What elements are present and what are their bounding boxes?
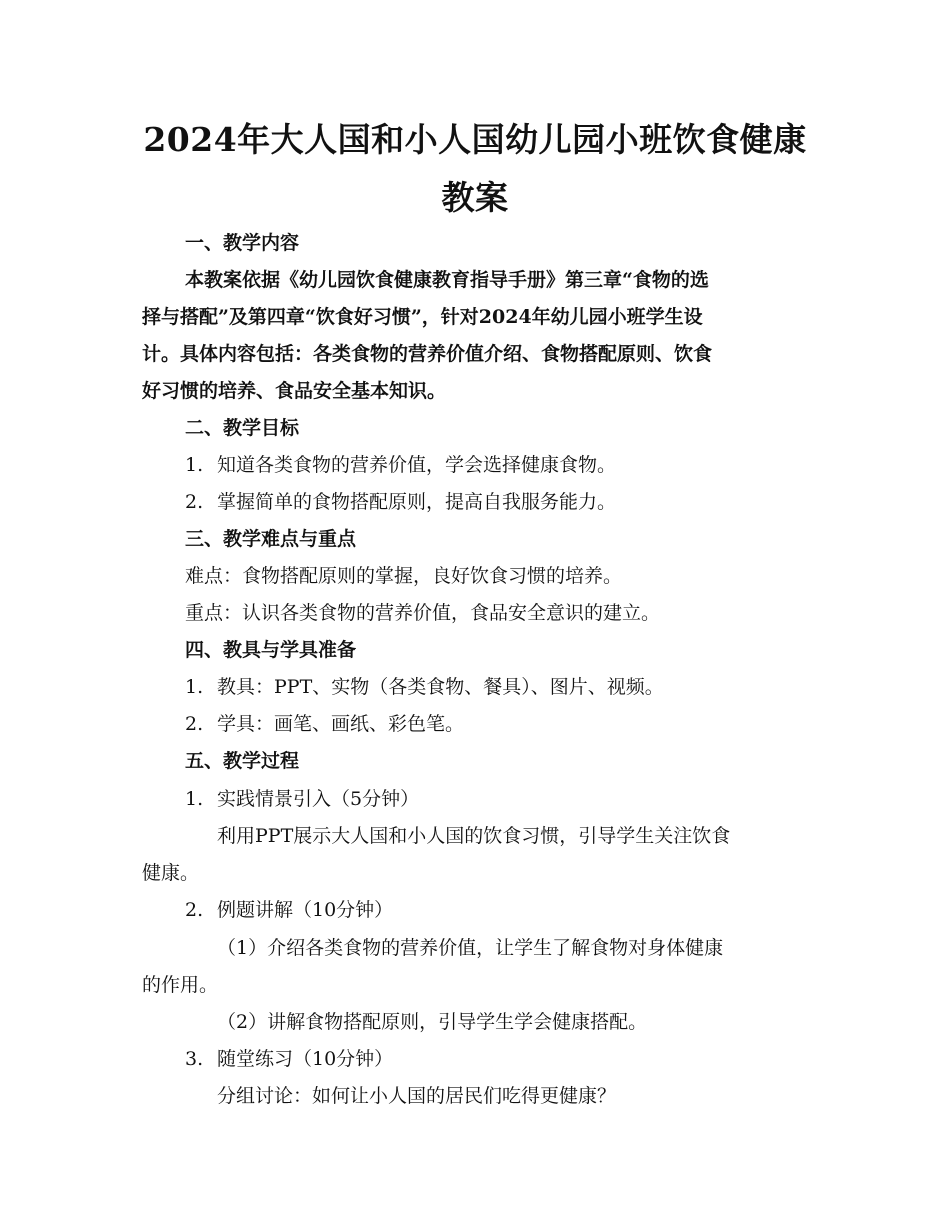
paragraph-line: 重点：认识各类食物的营养价值，食品安全意识的建立。 (185, 602, 661, 624)
list-item-text: 知道各类食物的营养价值，学会选择健康食物。 (217, 454, 617, 476)
list-item-text: 例题讲解（10分钟） (217, 899, 394, 921)
document-title-line-1: 2024年大人国和小人国幼儿园小班饮食健康 (143, 120, 807, 159)
list-number: 3. (185, 1048, 204, 1070)
list-number: 1. (185, 454, 204, 476)
paragraph-line: （2）讲解食物搭配原则，引导学生学会健康搭配。 (217, 1011, 648, 1033)
list-number: 2. (185, 899, 204, 921)
list-item-text: 掌握简单的食物搭配原则，提高自我服务能力。 (217, 491, 617, 513)
section-heading-content: 一、教学内容 (185, 232, 300, 254)
document-title-line-2: 教案 (441, 178, 509, 217)
paragraph-line: （1）介绍各类食物的营养价值，让学生了解食物对身体健康 (217, 937, 724, 959)
paragraph-line: 的作用。 (142, 974, 219, 996)
list-item (185, 711, 464, 737)
list-item (185, 452, 616, 478)
paragraph-line: 择与搭配”及第四章“饮食好习惯”，针对2024年幼儿园小班学生设 (142, 306, 703, 328)
list-item-text: 教具：PPT、实物（各类食物、餐具）、图片、视频。 (217, 676, 664, 698)
paragraph-line: 健康。 (142, 862, 200, 884)
list-number: 2. (185, 491, 204, 513)
paragraph-line: 好习惯的培养、食品安全基本知识。 (142, 380, 447, 402)
section-heading-materials: 四、教具与学具准备 (185, 639, 357, 661)
list-item-text: 实践情景引入（5分钟） (217, 788, 420, 810)
list-number: 1. (185, 788, 204, 810)
list-item (185, 786, 419, 812)
paragraph-line: 本教案依据《幼儿园饮食健康教育指导手册》第三章“食物的选 (185, 269, 709, 291)
list-item-text: 随堂练习（10分钟） (217, 1048, 394, 1070)
list-item (185, 897, 393, 923)
list-number: 2. (185, 713, 204, 735)
paragraph-line: 难点：食物搭配原则的掌握，良好饮食习惯的培养。 (185, 565, 623, 587)
list-item (185, 1046, 393, 1072)
section-heading-process: 五、教学过程 (185, 750, 300, 772)
paragraph-line: 利用PPT展示大人国和小人国的饮食习惯，引导学生关注饮食 (217, 825, 731, 847)
list-item-text: 学具：画笔、画纸、彩色笔。 (217, 713, 465, 735)
section-heading-objectives: 二、教学目标 (185, 417, 300, 439)
list-item (185, 489, 616, 515)
paragraph-line: 计。具体内容包括：各类食物的营养价值介绍、食物搭配原则、饮食 (142, 343, 713, 365)
section-heading-difficulties: 三、教学难点与重点 (185, 528, 357, 550)
paragraph-line: 分组讨论：如何让小人国的居民们吃得更健康？ (217, 1085, 617, 1107)
list-number: 1. (185, 676, 204, 698)
list-item (185, 674, 664, 700)
